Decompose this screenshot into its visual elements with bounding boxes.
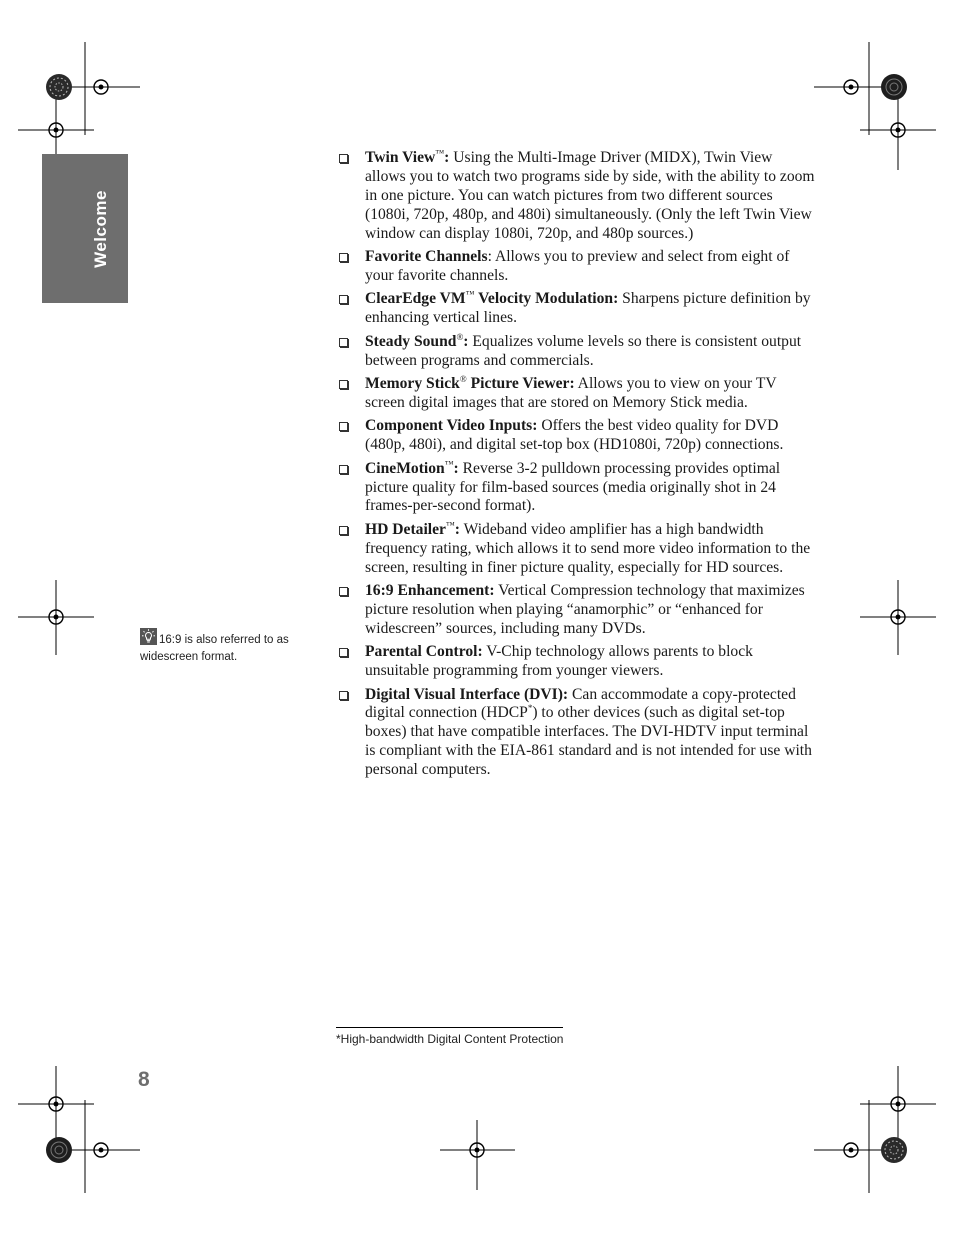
section-tab-label: Welcome	[91, 190, 110, 268]
feature-name: Memory Stick® Picture Viewer:	[365, 373, 575, 392]
feature-item	[337, 643, 815, 681]
feature-name: Twin View™:	[365, 148, 450, 166]
checkbox-bullet-icon	[339, 422, 348, 431]
feature-item	[337, 248, 815, 286]
checkbox-bullet-icon	[339, 587, 348, 596]
section-tab	[42, 154, 128, 303]
feature-description: Wideband video amplifier has a high bandwidth frequency rating, which allows it to send more video information to the screen, resulting in finer picture quality, especially for HD sources.	[365, 520, 811, 576]
feature-description: Equalizes volume levels so there is consistent output between programs and commercials.	[365, 332, 802, 369]
feature-name-suffix: Picture Viewer:	[466, 374, 575, 392]
checkbox-bullet-icon	[339, 465, 348, 474]
feature-name: CineMotion™:	[365, 458, 459, 477]
margin-tip	[140, 628, 310, 665]
feature-description: Can accommodate a copy-protected digital connection (HDCP	[365, 685, 796, 722]
feature-name: Favorite Channels	[365, 248, 488, 266]
checkbox-bullet-icon	[339, 648, 348, 657]
footnote-reference: *	[527, 703, 533, 714]
checkbox-bullet-icon	[339, 338, 348, 347]
page-number: 8	[138, 1068, 150, 1091]
feature-name: Component Video Inputs:	[365, 417, 538, 435]
trademark-mark: ™	[444, 458, 454, 469]
feature-description: Allows you to view on your TV screen digital images that are stored on Memory Stick media.	[365, 374, 777, 411]
checkbox-bullet-icon	[339, 295, 348, 304]
trademark-mark: ®	[456, 331, 464, 342]
checkbox-bullet-icon	[339, 154, 348, 163]
feature-description: Vertical Compression technology that maximizes picture resolution when playing “anamorphic” or “enhanced for widescreen” sources, including many DVDs.	[365, 582, 805, 637]
feature-item	[337, 417, 815, 455]
feature-name: Steady Sound®:	[365, 331, 469, 350]
feature-description: V-Chip technology allows parents to block unsuitable programming from younger viewers.	[365, 643, 753, 680]
feature-name-suffix: :	[454, 520, 460, 538]
feature-description: Offers the best video quality for DVD (480p, 480i), and digital set-top box (HD1080i, 720p) connections.	[365, 417, 784, 454]
checkbox-bullet-icon	[339, 253, 348, 262]
feature-item	[337, 460, 815, 517]
feature-item	[337, 582, 815, 639]
tip-text: 16:9 is also referred to as widescreen format.	[140, 634, 289, 663]
feature-item	[337, 290, 815, 328]
trademark-mark: ™	[465, 289, 475, 300]
checkbox-bullet-icon	[339, 691, 348, 700]
feature-description-continued: ) to other devices (such as digital set-top boxes) that have compatible interfaces. The DVI-HDTV input terminal is compliant with the EIA-861 standard and is not intended for use with personal computers.	[365, 704, 812, 779]
feature-description: Reverse 3-2 pulldown processing provides optimal picture quality for film-based sources (media originally shot in 24 frames-per-second format).	[365, 459, 781, 515]
feature-item	[337, 333, 815, 371]
feature-name-suffix: :	[444, 149, 450, 166]
feature-item	[337, 375, 815, 413]
trademark-mark: ®	[459, 373, 467, 384]
feature-name-suffix: Velocity Modulation:	[474, 290, 619, 308]
feature-item-dvi	[337, 686, 815, 781]
feature-name: HD Detailer™:	[365, 519, 460, 538]
feature-item	[337, 521, 815, 578]
feature-name: Parental Control:	[365, 643, 483, 661]
lightbulb-icon	[140, 628, 157, 645]
checkbox-bullet-icon	[339, 526, 348, 535]
feature-list	[337, 149, 815, 785]
feature-description: Using the Multi-Image Driver (MIDX), Twin View allows you to watch two programs side by side, with the ability to zoom in one picture. You can watch pictures from two different sources (1080i, 720p, 480p, and 480i) simultaneously. (Only the left Twin View window can display 1080i, 720p, and 480p sources.)	[365, 149, 815, 242]
feature-description: : Allows you to preview and select from eight of your favorite channels.	[365, 248, 790, 284]
feature-name-suffix: :	[463, 332, 469, 350]
trademark-mark: ™	[435, 148, 445, 158]
footnote: *High-bandwidth Digital Content Protection	[336, 1032, 564, 1046]
feature-name: ClearEdge VM™ Velocity Modulation:	[365, 289, 619, 308]
feature-name-suffix: :	[453, 459, 459, 477]
footnote-rule	[336, 1027, 563, 1028]
feature-name: 16:9 Enhancement:	[365, 582, 495, 600]
trademark-mark: ™	[445, 519, 455, 530]
feature-name: Digital Visual Interface (DVI):	[365, 685, 569, 703]
checkbox-bullet-icon	[339, 380, 348, 389]
feature-item	[337, 149, 815, 244]
feature-description: Sharpens picture definition by enhancing vertical lines.	[365, 290, 811, 327]
